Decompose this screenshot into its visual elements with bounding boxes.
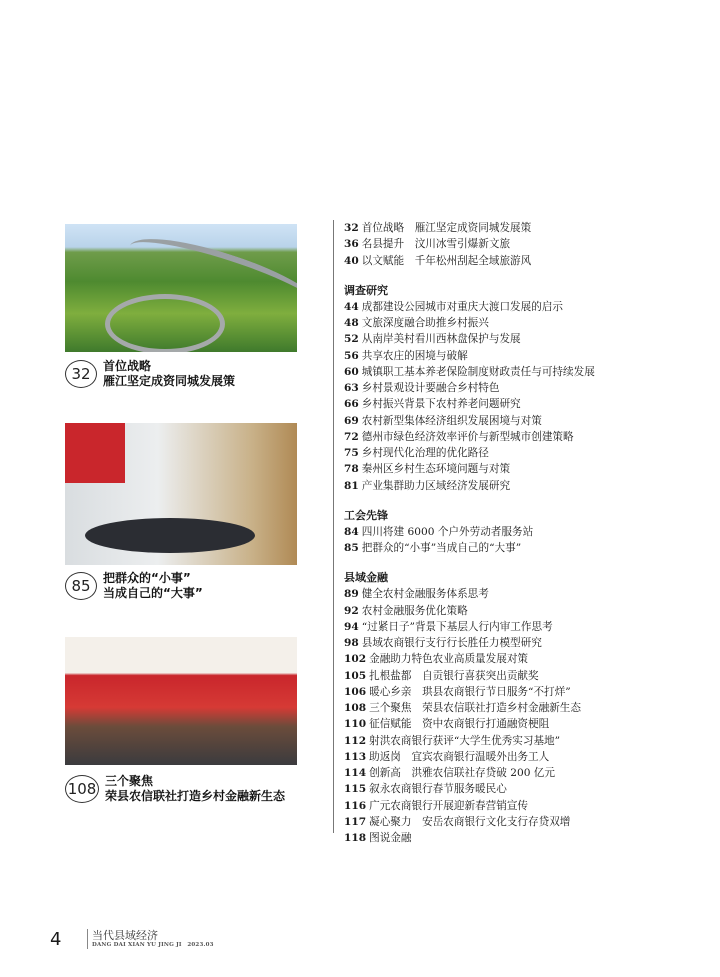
toc-title: 暖心乡亲 珙县农商银行节日服务“不打烊” — [369, 685, 571, 698]
toc-entry[interactable] — [344, 749, 633, 765]
toc-entry[interactable] — [344, 429, 633, 445]
toc-entry[interactable] — [344, 220, 633, 236]
toc-title: 乡村振兴背景下农村养老问题研究 — [361, 398, 521, 411]
toc-page-number: 110 — [344, 718, 367, 731]
toc-title: 产业集群助力区域经济发展研究 — [361, 479, 511, 492]
toc-title: 成都建设公园城市对重庆大渡口发展的启示 — [361, 300, 564, 313]
toc-entry[interactable] — [344, 700, 633, 716]
toc-entry[interactable] — [344, 236, 633, 252]
toc-page-number: 66 — [344, 398, 359, 411]
toc-entry[interactable] — [344, 619, 633, 635]
toc-page-number: 105 — [344, 669, 367, 682]
toc-entry[interactable] — [344, 635, 633, 651]
toc-title: 秦州区乡村生态环境问题与对策 — [361, 463, 511, 476]
magazine-title-en: DANG DAI XIAN YU JING JI 2023.03 — [92, 942, 214, 948]
toc-title: 三个聚焦 荣县农信联社打造乡村金融新生态 — [369, 702, 581, 714]
toc-page-number: 69 — [344, 414, 359, 427]
toc-page-number: 89 — [344, 588, 359, 601]
page-number-circle: 85 — [65, 572, 97, 600]
toc-page-number: 106 — [344, 685, 367, 698]
toc-section-heading: 工会先锋 — [344, 508, 388, 522]
feature-title: 把群众的“小事” — [103, 571, 191, 585]
toc-page-number: 36 — [344, 238, 359, 251]
toc-title: 农村金融服务优化策略 — [361, 604, 468, 617]
toc-page-number: 85 — [344, 542, 359, 554]
toc-page-number: 114 — [344, 767, 367, 779]
toc-title: 首位战略 雁江坚定成资同城发展策 — [361, 222, 532, 234]
toc-page-number: 63 — [344, 382, 359, 394]
toc-title: 征信赋能 资中农商银行打通融资梗阻 — [369, 718, 550, 731]
toc-page-number: 32 — [344, 222, 359, 234]
feature-subtitle: 荣县农信联社打造乡村金融新生态 — [105, 789, 286, 803]
toc-title: 金融助力特色农业高质量发展对策 — [369, 653, 529, 666]
toc-entry[interactable] — [344, 413, 633, 429]
feature-title: 首位战略 — [103, 359, 152, 373]
toc-page-number: 102 — [344, 653, 367, 666]
toc-page-number: 81 — [344, 479, 359, 492]
toc-page-number: 116 — [344, 799, 367, 812]
toc-entry[interactable] — [344, 299, 633, 315]
photo-conference — [65, 637, 297, 765]
page-number-circle: 32 — [65, 360, 97, 388]
toc-entry[interactable] — [344, 684, 633, 700]
toc-entry[interactable] — [344, 461, 633, 477]
toc-entry[interactable] — [344, 315, 633, 331]
toc-title: 城镇职工基本养老保险制度财政责任与可持续发展 — [361, 365, 595, 378]
toc-title: 名县提升 汶川冰雪引爆新文旅 — [361, 238, 511, 251]
toc-section-heading: 调查研究 — [344, 283, 388, 297]
feature-subtitle: 当成自己的“大事” — [103, 586, 203, 600]
toc-page-number: 117 — [344, 815, 367, 828]
toc-entry[interactable] — [344, 540, 633, 556]
toc-page-number: 94 — [344, 620, 359, 633]
toc-page-number: 78 — [344, 463, 359, 476]
toc-page-number: 60 — [344, 365, 359, 378]
magazine-title-cn: 当代县域经济 — [92, 929, 158, 942]
toc-entry[interactable] — [344, 781, 633, 797]
masthead — [87, 929, 214, 949]
toc-entry[interactable] — [344, 603, 633, 619]
toc-entry[interactable] — [344, 331, 633, 347]
toc-title: 四川将建 6000 个户外劳动者服务站 — [361, 525, 534, 538]
photo-meeting-room — [65, 423, 297, 565]
toc-entry[interactable] — [344, 651, 633, 667]
feature-caption[interactable] — [65, 774, 285, 804]
toc-entry[interactable] — [344, 586, 633, 602]
toc-title: 健全农村金融服务体系思考 — [361, 588, 489, 601]
toc-page-number: 118 — [344, 832, 367, 844]
toc-title: 共享农庄的困境与破解 — [361, 349, 468, 362]
toc-entry[interactable] — [344, 478, 633, 494]
toc-title: 叙永农商银行春节服务暖民心 — [369, 783, 507, 796]
toc-title: 德州市绿色经济效率评价与新型城市创建策略 — [361, 430, 574, 443]
toc-page-number: 52 — [344, 333, 359, 346]
photo-highway-interchange — [65, 224, 297, 352]
toc-entry[interactable] — [344, 668, 633, 684]
toc-title: 从南岸美村看川西林盘保护与发展 — [361, 333, 521, 346]
feature-subtitle: 雁江坚定成资同城发展策 — [103, 374, 236, 388]
toc-title: 助返岗 宜宾农商银行温暖外出务工人 — [369, 750, 550, 763]
toc-page-number: 84 — [344, 525, 359, 538]
page-number-circle: 108 — [65, 775, 99, 803]
toc-page-number: 98 — [344, 637, 359, 649]
toc-page-number: 72 — [344, 430, 359, 443]
toc-page-number: 115 — [344, 783, 367, 796]
feature-title: 三个聚焦 — [105, 774, 154, 788]
toc-title: 凝心聚力 安岳农商银行文化支行存贷双增 — [369, 815, 571, 828]
toc-title: 把群众的“小事”当成自己的“大事” — [361, 542, 522, 554]
toc-entry[interactable] — [344, 814, 633, 830]
feature-caption[interactable] — [65, 571, 203, 601]
toc-page-number: 56 — [344, 349, 359, 362]
toc-page-number: 48 — [344, 317, 359, 329]
toc-entry[interactable] — [344, 830, 633, 846]
toc-page-number: 44 — [344, 300, 359, 313]
toc-page-number: 40 — [344, 254, 359, 267]
toc-title: 广元农商银行开展迎新春营销宣传 — [369, 799, 529, 812]
toc-entry[interactable] — [344, 798, 633, 814]
toc-entry[interactable] — [344, 396, 633, 412]
toc-section-heading: 县域金融 — [344, 571, 388, 585]
toc-entry[interactable] — [344, 733, 633, 749]
toc-entry[interactable] — [344, 380, 633, 396]
toc-title: “过紧日子”背景下基层人行内审工作思考 — [361, 620, 553, 633]
toc-entry[interactable] — [344, 348, 633, 364]
toc-title: 图说金融 — [369, 832, 412, 844]
toc-entry[interactable] — [344, 524, 633, 540]
toc-entry[interactable] — [344, 445, 633, 461]
page-number: 4 — [50, 929, 62, 950]
toc-entry[interactable] — [344, 765, 633, 781]
toc-title: 文旅深度融合助推乡村振兴 — [361, 317, 489, 329]
page-footer — [50, 929, 214, 950]
toc-page-number: 75 — [344, 447, 359, 459]
table-of-contents — [333, 220, 633, 844]
toc-page-number: 113 — [344, 750, 367, 763]
toc-title: 以文赋能 千年松州刮起全域旅游风 — [361, 254, 532, 267]
toc-title: 乡村现代化治理的优化路径 — [361, 447, 489, 459]
toc-entry[interactable] — [344, 716, 633, 732]
feature-caption[interactable] — [65, 359, 235, 389]
toc-title: 乡村景观设计要融合乡村特色 — [361, 382, 500, 394]
toc-title: 农村新型集体经济组织发展困境与对策 — [361, 414, 542, 427]
toc-title: 扎根盐都 自贡银行喜获突出贡献奖 — [369, 669, 539, 682]
toc-page-number: 92 — [344, 604, 359, 617]
toc-entry[interactable] — [344, 364, 633, 380]
toc-title: 县域农商银行支行行长胜任力模型研究 — [361, 637, 542, 649]
toc-page-number: 112 — [344, 734, 367, 747]
toc-title: 创新高 洪雅农信联社存贷破 200 亿元 — [369, 767, 555, 779]
toc-title: 射洪农商银行获评“大学生优秀实习基地” — [369, 734, 561, 747]
toc-entry[interactable] — [344, 253, 633, 269]
toc-page-number: 108 — [344, 702, 367, 714]
